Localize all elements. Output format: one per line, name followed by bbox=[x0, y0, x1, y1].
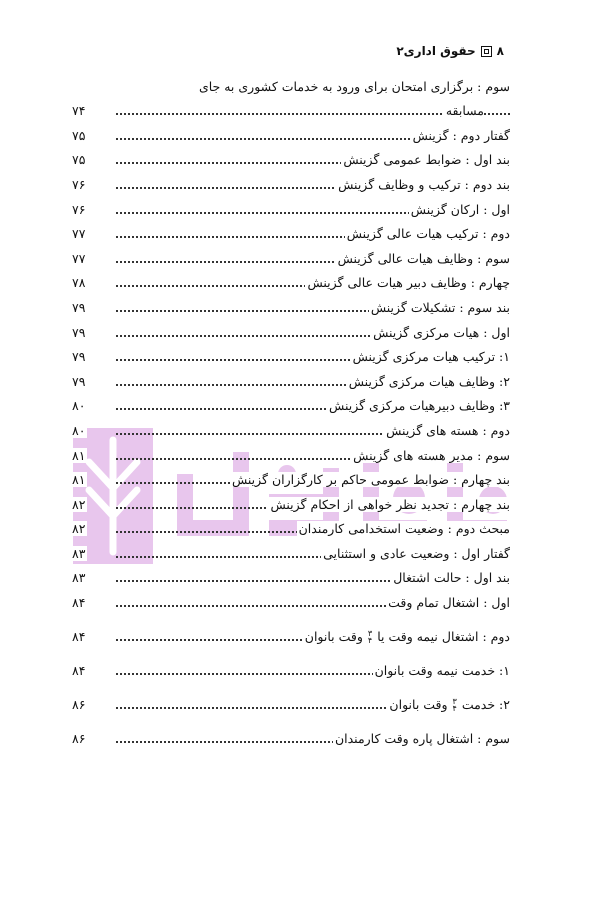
toc-entry-title: بند اول : حالت اشتغال bbox=[393, 570, 510, 586]
toc-entry-title: مسابقه bbox=[445, 103, 484, 119]
toc-entry-page: ۷۴ bbox=[72, 103, 86, 119]
toc-entry bbox=[72, 97, 510, 122]
toc-entry-page: ۷۵ bbox=[72, 152, 86, 168]
toc-entry bbox=[72, 318, 510, 343]
table-of-contents bbox=[72, 72, 510, 749]
toc-entry-title: اول : هیات مرکزی گزینش bbox=[373, 324, 510, 340]
toc-entry bbox=[72, 490, 510, 515]
toc-entry-title: گفتار دوم : گزینش bbox=[412, 127, 510, 143]
toc-entry-page: ۷۹ bbox=[72, 299, 86, 315]
toc-entry-title: ۲: وظایف هیات مرکزی گزینش bbox=[348, 373, 510, 389]
toc-entry-page: ۸۲ bbox=[72, 521, 86, 537]
page-number: ۸ bbox=[496, 44, 504, 58]
toc-entry-title: گفتار اول : وضعیت عادی و استثنایی bbox=[323, 545, 510, 561]
toc-entry bbox=[72, 441, 510, 466]
book-icon bbox=[481, 46, 492, 57]
toc-entry-title: سوم : وظایف هیات عالی گزینش bbox=[337, 250, 510, 266]
toc-entry-page: ۷۶ bbox=[72, 176, 86, 192]
toc-entry bbox=[72, 146, 510, 171]
toc-entry-page: ۷۷ bbox=[72, 226, 86, 242]
fraction: ۳ ۴ bbox=[452, 697, 457, 714]
toc-entry-title: دوم : اشتغال نیمه وقت یا ۳ ۴ وقت بانوان bbox=[304, 628, 510, 646]
toc-entry-title: اول : اشتغال تمام وقت bbox=[388, 595, 510, 611]
toc-entry-title: بند دوم : ترکیب و وظایف گزینش bbox=[338, 176, 510, 192]
toc-entry bbox=[72, 170, 510, 195]
toc-entry bbox=[72, 613, 510, 647]
toc-entry-title: ۲: خدمت ۳ ۴ وقت بانوان bbox=[389, 696, 510, 714]
toc-entry-page: ۷۸ bbox=[72, 275, 86, 291]
toc-entry-page: ۷۹ bbox=[72, 324, 86, 340]
toc-entry-title: بند چهارم : ضوابط عمومی حاکم بر کارگزاران گزینش bbox=[231, 472, 510, 488]
toc-entry-page: ۷۹ bbox=[72, 349, 86, 365]
toc-entry-page: ۸۳ bbox=[72, 545, 86, 561]
toc-entry bbox=[72, 195, 510, 220]
toc-entry bbox=[72, 564, 510, 589]
toc-entry bbox=[92, 72, 510, 97]
toc-entry bbox=[72, 681, 510, 715]
toc-entry-title: ۱: ترکیب هیات مرکزی گزینش bbox=[352, 349, 510, 365]
toc-entry bbox=[72, 269, 510, 294]
toc-entry-title: مبحث دوم : وضعیت استخدامی کارمندان bbox=[298, 521, 510, 537]
toc-entry-page: ۸۴ bbox=[72, 629, 86, 645]
toc-entry bbox=[72, 367, 510, 392]
toc-entry-title: سوم : مدیر هسته های گزینش bbox=[353, 447, 510, 463]
toc-entry bbox=[72, 647, 510, 681]
toc-entry-title: دوم : هسته های گزینش bbox=[386, 422, 510, 438]
toc-entry bbox=[72, 392, 510, 417]
toc-entry-page: ۸۱ bbox=[72, 447, 86, 463]
toc-entry-page: ۷۶ bbox=[72, 201, 86, 217]
toc-entry-title: سوم : برگزاری امتحان برای ورود به خدمات کشوری به جای bbox=[198, 78, 510, 94]
toc-entry bbox=[72, 715, 510, 749]
toc-entry-page: ۷۵ bbox=[72, 127, 86, 143]
toc-entry bbox=[72, 293, 510, 318]
toc-entry bbox=[72, 466, 510, 491]
toc-entry-title: بند سوم : تشکیلات گزینش bbox=[370, 299, 510, 315]
toc-entry-title: چهارم : وظایف دبیر هیات عالی گزینش bbox=[307, 275, 510, 291]
toc-entry bbox=[72, 416, 510, 441]
fraction: ۳ ۴ bbox=[367, 629, 373, 646]
toc-entry-title: اول : ارکان گزینش bbox=[410, 201, 510, 217]
toc-entry bbox=[72, 343, 510, 368]
page-header bbox=[396, 44, 504, 58]
toc-entry-title: بند چهارم : تجدید نظر خواهی از احکام گزینش bbox=[270, 496, 510, 512]
toc-entry-page: ۷۹ bbox=[72, 373, 86, 389]
toc-entry bbox=[72, 588, 510, 613]
toc-entry-title: ۱: خدمت نیمه وقت بانوان bbox=[374, 663, 510, 679]
toc-entry-page: ۸۶ bbox=[72, 731, 86, 747]
toc-entry-page: ۸۰ bbox=[72, 422, 86, 438]
toc-entry-page: ۸۴ bbox=[72, 663, 86, 679]
toc-entry-page: ۸۶ bbox=[72, 697, 86, 713]
toc-entry-title: دوم : ترکیب هیات عالی گزینش bbox=[346, 226, 510, 242]
toc-entry-page: ۸۱ bbox=[72, 472, 86, 488]
toc-entry bbox=[72, 515, 510, 540]
toc-entry bbox=[72, 220, 510, 245]
toc-entry-title: بند اول : ضوابط عمومی گزینش bbox=[343, 152, 510, 168]
toc-entry-page: ۷۷ bbox=[72, 250, 86, 266]
toc-entry-page: ۸۰ bbox=[72, 398, 86, 414]
toc-entry bbox=[72, 121, 510, 146]
toc-entry-title: سوم : اشتغال پاره وقت کارمندان bbox=[334, 731, 510, 747]
toc-entry bbox=[72, 244, 510, 269]
toc-entry bbox=[72, 539, 510, 564]
toc-entry-page: ۸۲ bbox=[72, 496, 86, 512]
toc-entry-page: ۸۳ bbox=[72, 570, 86, 586]
book-title: حقوق اداری۲ bbox=[396, 44, 476, 58]
toc-entry-page: ۸۴ bbox=[72, 595, 86, 611]
toc-entry-title: ۳: وظایف دبیرهیات مرکزی گزینش bbox=[329, 398, 510, 414]
